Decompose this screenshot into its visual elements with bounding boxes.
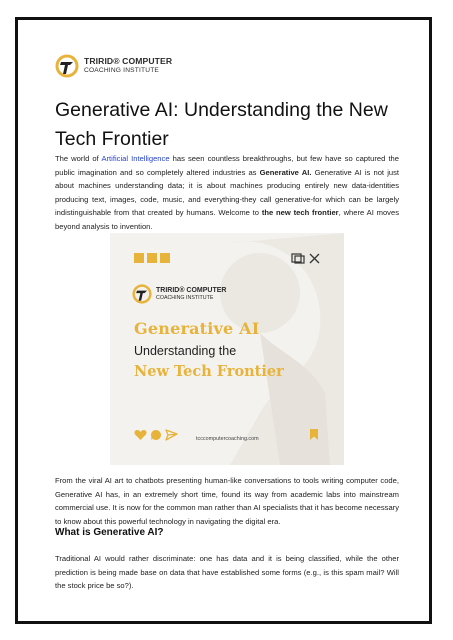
banner-url: tcccomputercoaching.com [196,436,259,442]
bookmark-icon [309,428,319,441]
banner-square-1 [134,253,144,263]
comment-icon [150,429,162,441]
close-icon [309,253,320,264]
banner-square-3 [160,253,170,263]
banner-logo-name: TRIRID® COMPUTER [156,286,227,294]
banner-square-2 [147,253,157,263]
paragraph-adoption: From the viral AI art to chatbots presenting human-like conversations to tools writing computer code, Generative AI has, in an extremely short time, found its way from academic labs into mainstream commercial use. It is now for the common man rather than AI specialists that it has become necessary to know about this powerful technology in navigating the digital era. [55,476,399,526]
banner-social-icons [134,429,181,441]
logo-name: TRIRID® COMPUTER [84,56,173,66]
banner-highlight: New Tech Frontier [134,363,284,380]
heart-icon [134,429,147,441]
tririd-logo-icon [132,284,152,304]
intro-paragraph: The world of Artificial Intelligence has seen countless breakthroughs, but few have so captured the public imagination and so completely altered industries as Generative AI. Generative AI is not just about machines understanding data; it is about machines producing entirely new data-identities producing text, images, code, music, and everything-they call generative-for which can be largely indistinguishable from that created by humans. Welcome to the new tech frontier, where AI moves beyond analysis to invention. [55,154,400,231]
paragraph-traditional-ai: Traditional AI would rather discriminate: one has data and it is being classified, while the other prediction is being made base on data that have established some forms (e.g., is this spam mail? Will the stock price be so?). [55,554,399,591]
send-icon [165,429,178,441]
article-title: Generative AI: Understanding the New Tech Frontier [55,99,388,150]
tririd-logo-icon [55,54,79,78]
logo-subtitle: COACHING INSTITUTE [84,67,160,74]
window-icon [291,253,305,264]
banner-logo [132,284,227,304]
article-banner-image [110,233,344,465]
section-heading: What is Generative AI? [55,527,164,538]
banner-logo-subtitle: COACHING INSTITUTE [156,294,214,301]
banner-heading: Generative AI [134,319,260,338]
header-logo[interactable] [55,53,172,79]
banner-subheading: Understanding the [134,344,237,358]
ai-link[interactable]: Artificial Intelligence [101,154,170,163]
